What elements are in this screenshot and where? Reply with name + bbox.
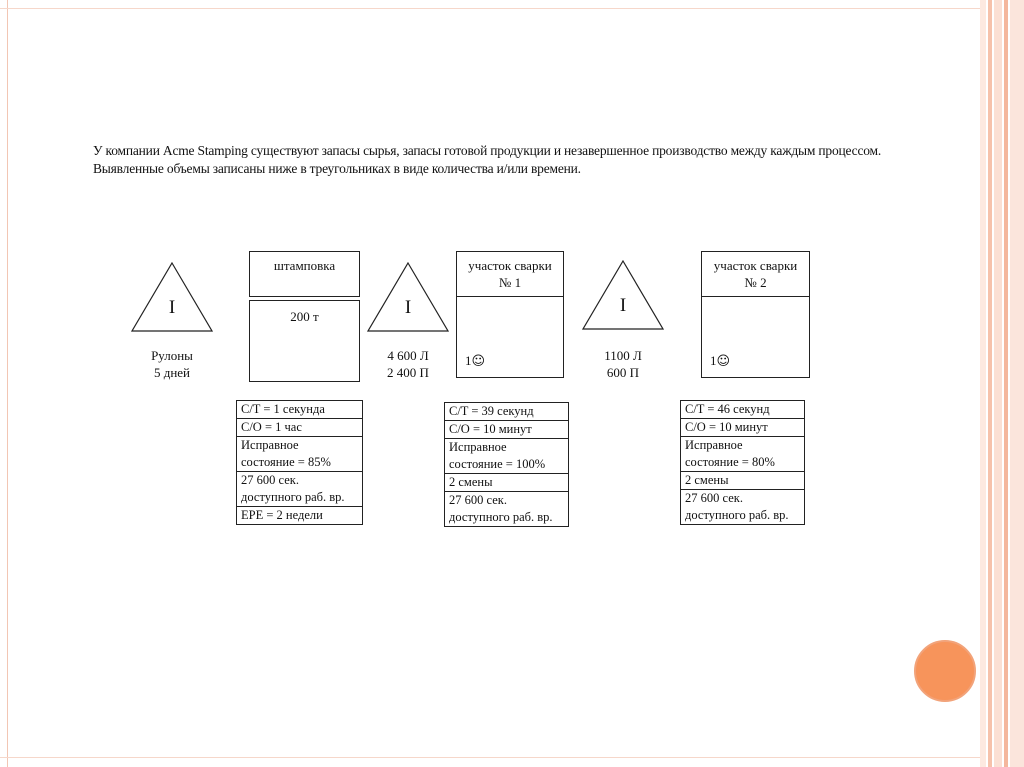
- slide-top-border: [0, 8, 980, 9]
- process-title-line-2: № 1: [498, 275, 522, 290]
- data-text: 27 600 сек.: [685, 491, 743, 505]
- process-title-line-1: участок сварки: [468, 258, 552, 273]
- data-row: [445, 403, 568, 421]
- process-body-box: [701, 296, 810, 378]
- inventory-label: [573, 347, 673, 381]
- stripe: [994, 0, 1002, 767]
- data-text: 27 600 сек.: [241, 473, 299, 487]
- data-text: C/O = 1 час: [241, 420, 302, 434]
- data-row: [237, 437, 362, 472]
- data-text: 2 смены: [449, 475, 493, 489]
- data-text: C/T = 1 секунда: [241, 402, 325, 416]
- operator-count: [465, 353, 485, 369]
- process-body-box: [456, 296, 564, 378]
- data-text: C/T = 46 секунд: [685, 402, 770, 416]
- decorative-stripes: [980, 0, 1024, 767]
- intro-line-2: Выявленные объемы записаны ниже в треугольниках в виде количества и/или времени.: [93, 161, 581, 176]
- operator-icon: ☺: [471, 354, 486, 369]
- data-row: [681, 490, 804, 525]
- data-text: Исправное: [241, 438, 299, 452]
- process-data-box: [680, 400, 805, 525]
- process-data-box: [444, 402, 569, 527]
- process-title-line-1: участок сварки: [713, 258, 798, 273]
- data-row: [445, 439, 568, 474]
- inventory-letter: I: [404, 297, 412, 318]
- data-row: [237, 419, 362, 437]
- inventory-qty-2: 600 П: [606, 365, 640, 380]
- inventory-label: [122, 347, 222, 381]
- data-row: [445, 421, 568, 439]
- inventory-letter: I: [168, 297, 176, 318]
- stripe: [988, 0, 992, 767]
- intro-line-1: У компании Acme Stamping существуют запасы сырья, запасы готовой продукции и незавершенное производство между каждым процессом.: [93, 143, 882, 158]
- data-text: состояние = 80%: [685, 455, 775, 469]
- intro-text: [93, 142, 923, 178]
- operator-number: 1: [465, 353, 472, 368]
- accent-circle: [914, 640, 976, 702]
- stripe: [980, 0, 986, 767]
- inventory-qty-1: 4 600 Л: [387, 348, 429, 363]
- process-capacity: 200 т: [290, 309, 319, 324]
- process-body-box: [249, 300, 360, 382]
- data-text: C/O = 10 минут: [449, 422, 532, 436]
- data-row: [681, 401, 804, 419]
- data-text: Исправное: [685, 438, 743, 452]
- process-title-box: [701, 251, 810, 297]
- data-row: [237, 401, 362, 419]
- process-title-box: [456, 251, 564, 297]
- operator-number: 1: [710, 353, 717, 368]
- data-text: состояние = 85%: [241, 455, 331, 469]
- data-text: C/T = 39 секунд: [449, 404, 534, 418]
- process-title-box: [249, 251, 360, 297]
- inventory-letter: I: [619, 295, 627, 316]
- data-text: C/O = 10 минут: [685, 420, 768, 434]
- inventory-qty-2: 5 дней: [153, 365, 191, 380]
- data-text: доступного раб. вр.: [685, 508, 789, 522]
- operator-count: [710, 353, 730, 369]
- data-row: [237, 507, 362, 525]
- inventory-qty-1: 1100 Л: [604, 348, 642, 363]
- inventory-qty-1: Рулоны: [151, 348, 193, 363]
- data-text: 2 смены: [685, 473, 729, 487]
- data-row: [681, 437, 804, 472]
- data-text: доступного раб. вр.: [449, 510, 553, 524]
- data-row: [237, 472, 362, 507]
- inventory-qty-2: 2 400 П: [387, 365, 429, 380]
- process-title-line-2: № 2: [744, 275, 767, 290]
- data-row: [445, 492, 568, 527]
- slide-bottom-border: [0, 757, 980, 758]
- inventory-label: [358, 347, 458, 381]
- data-text: EPE = 2 недели: [241, 508, 323, 522]
- data-row: [445, 474, 568, 492]
- process-data-box: [236, 400, 363, 525]
- stripe: [1010, 0, 1024, 767]
- slide-left-border: [0, 0, 8, 767]
- data-text: состояние = 100%: [449, 457, 546, 471]
- process-title-line-1: штамповка: [273, 258, 336, 273]
- data-text: Исправное: [449, 440, 507, 454]
- data-text: 27 600 сек.: [449, 493, 507, 507]
- data-text: доступного раб. вр.: [241, 490, 345, 504]
- operator-icon: ☺: [716, 354, 731, 369]
- data-row: [681, 472, 804, 490]
- stripe: [1004, 0, 1008, 767]
- data-row: [681, 419, 804, 437]
